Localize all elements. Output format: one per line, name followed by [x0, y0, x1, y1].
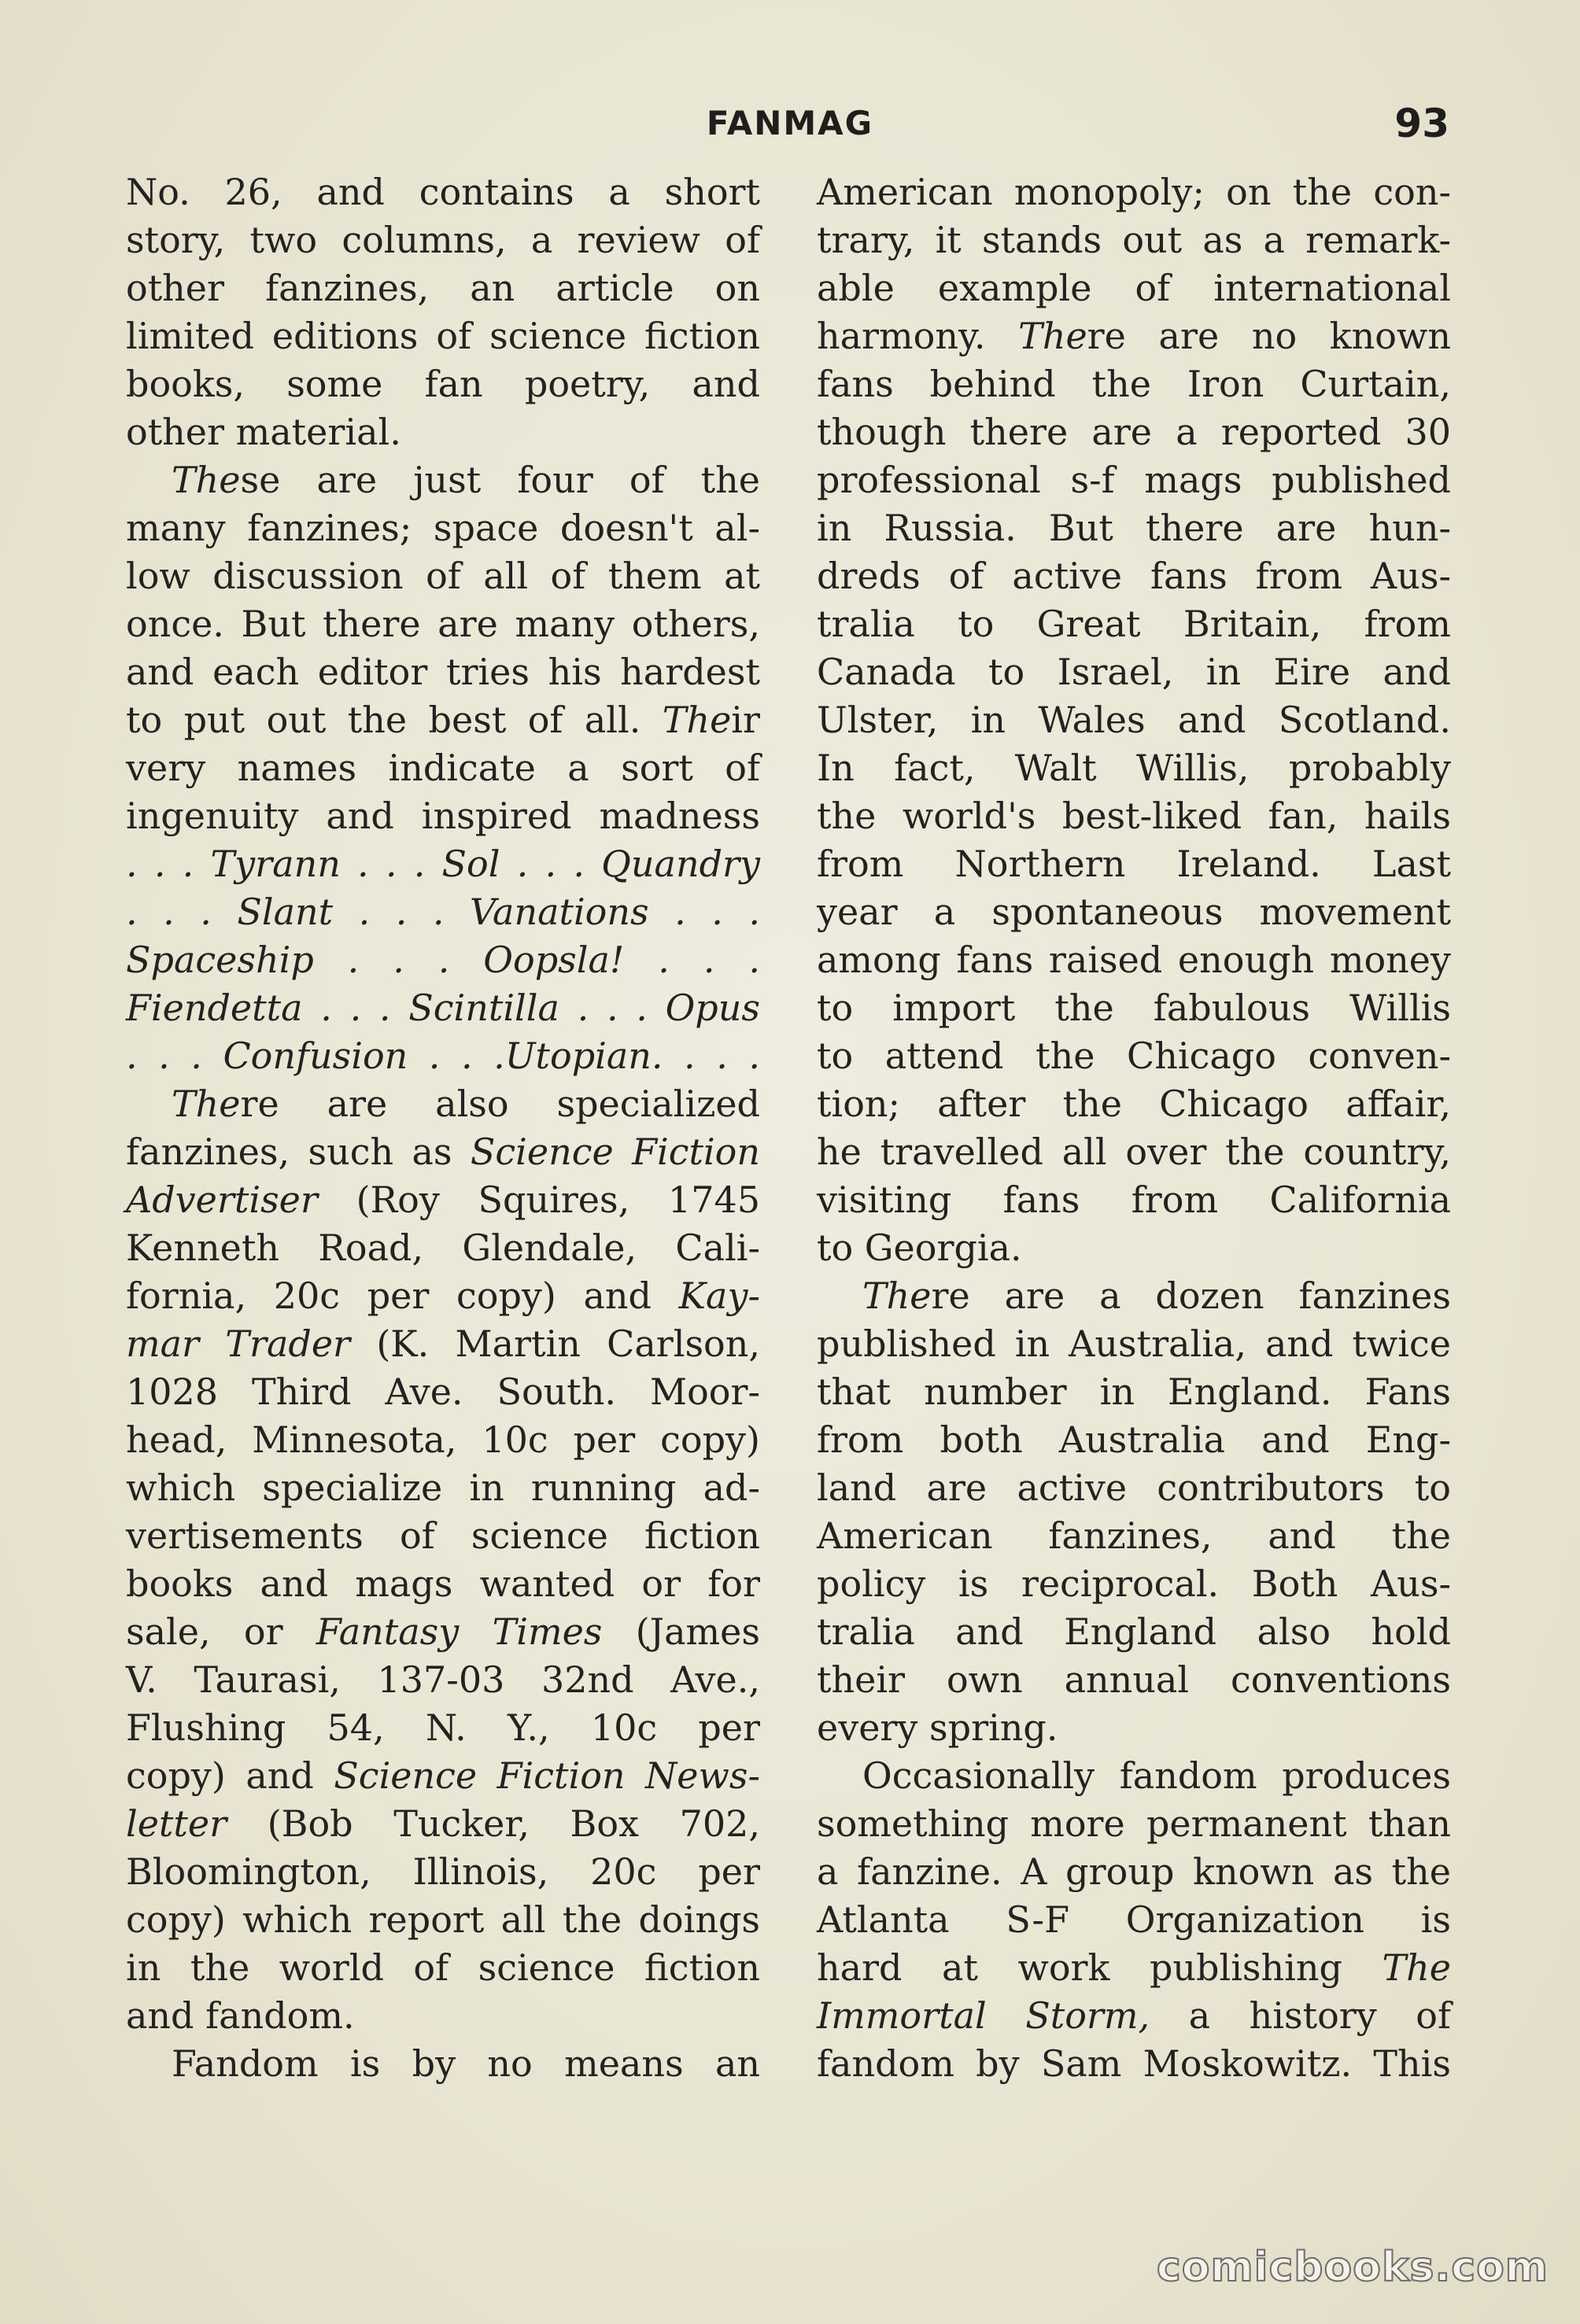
right-column-line: Immortal Storm, a history of — [817, 1994, 1451, 2037]
right-column-line: There are a dozen fanzines — [862, 1275, 1451, 1317]
right-column-line: trary, it stands out as a remark- — [817, 219, 1451, 261]
right-column-line: Atlanta S-F Organization is — [817, 1898, 1451, 1941]
running-header: FANMAG — [706, 104, 874, 142]
right-column-line: professional s-f mags published — [817, 459, 1451, 501]
left-column-line: other material. — [126, 411, 401, 453]
right-column-line: dreds of active fans from Aus- — [817, 555, 1451, 597]
left-column-line: Kenneth Road, Glendale, Cali- — [126, 1227, 760, 1269]
left-column-line: Spaceship . . . Oopsla! . . . — [126, 939, 760, 981]
left-column-line: other fanzines, an article on — [126, 267, 760, 309]
right-column-line: tion; after the Chicago affair, — [817, 1083, 1451, 1125]
left-column-line: copy) and Science Fiction News- — [126, 1754, 760, 1797]
page-number: 93 — [1394, 101, 1449, 146]
left-column-line: . . . Slant . . . Vanations . . . — [126, 891, 760, 933]
right-column-line: in Russia. But there are hun- — [817, 507, 1451, 549]
right-column-line: fandom by Sam Moskowitz. This — [817, 2042, 1451, 2085]
right-column-line: their own annual conventions — [817, 1658, 1451, 1701]
right-text-column — [817, 168, 1451, 2088]
left-column-line: many fanzines; space doesn't al- — [126, 507, 760, 549]
left-column-line: Fandom is by no means an — [172, 2042, 760, 2085]
right-column-line: visiting fans from California — [817, 1179, 1451, 1221]
left-column-line: V. Taurasi, 137-03 32nd Ave., — [126, 1658, 760, 1701]
right-column-line: In fact, Walt Willis, probably — [817, 747, 1451, 789]
right-column-line: land are active contributors to — [817, 1466, 1451, 1509]
left-column-line: which specialize in running ad- — [126, 1466, 760, 1509]
left-column-line: very names indicate a sort of — [126, 747, 760, 789]
left-column-line: letter (Bob Tucker, Box 702, — [126, 1802, 760, 1845]
left-column-line: in the world of science fiction — [126, 1946, 760, 1989]
left-column-line: once. But there are many others, — [126, 603, 760, 645]
right-column-line: year a spontaneous movement — [817, 891, 1451, 933]
left-column-line: fornia, 20c per copy) and Kay- — [126, 1275, 760, 1317]
left-column-line: low discussion of all of them at — [126, 555, 760, 597]
left-column-line: to put out the best of all. Their — [126, 699, 760, 741]
left-column-line: Fiendetta . . . Scintilla . . . Opus — [126, 987, 760, 1029]
right-column-line: among fans raised enough money — [817, 939, 1451, 981]
right-column-line: he travelled all over the country, — [817, 1131, 1451, 1173]
left-column-line: There are also specialized — [172, 1083, 760, 1125]
right-column-line: every spring. — [817, 1706, 1058, 1749]
left-column-line: vertisements of science fiction — [126, 1514, 760, 1557]
right-column-line: able example of international — [817, 267, 1451, 309]
left-column-line: Bloomington, Illinois, 20c per — [126, 1850, 760, 1893]
right-column-line: hard at work publishing The — [817, 1946, 1451, 1989]
left-text-column — [126, 168, 760, 2088]
right-column-line: to import the fabulous Willis — [817, 987, 1451, 1029]
right-column-line: Ulster, in Wales and Scotland. — [817, 699, 1451, 741]
right-column-line: Canada to Israel, in Eire and — [817, 651, 1451, 693]
left-column-line: sale, or Fantasy Times (James — [126, 1610, 760, 1653]
right-column-line: a fanzine. A group known as the — [817, 1850, 1451, 1893]
right-column-line: that number in England. Fans — [817, 1370, 1451, 1413]
left-column-line: story, two columns, a review of — [126, 219, 760, 261]
right-column-line: something more permanent than — [817, 1802, 1451, 1845]
right-column-line: American fanzines, and the — [817, 1514, 1451, 1557]
right-column-line: fans behind the Iron Curtain, — [817, 363, 1451, 405]
left-column-line: . . . Tyrann . . . Sol . . . Quandry — [126, 843, 760, 885]
left-column-line: and each editor tries his hardest — [126, 651, 760, 693]
left-column-line: books and mags wanted or for — [126, 1562, 760, 1605]
left-column-line: ingenuity and inspired madness — [126, 795, 760, 837]
right-column-line: to Georgia. — [817, 1227, 1022, 1269]
right-column-line: policy is reciprocal. Both Aus- — [817, 1562, 1451, 1605]
right-column-line: to attend the Chicago conven- — [817, 1035, 1451, 1077]
left-column-line: Flushing 54, N. Y., 10c per — [126, 1706, 760, 1749]
right-column-line: tralia to Great Britain, from — [817, 603, 1451, 645]
left-column-line: Advertiser (Roy Squires, 1745 — [126, 1179, 760, 1221]
left-column-line: mar Trader (K. Martin Carlson, — [126, 1322, 760, 1365]
right-column-line: from Northern Ireland. Last — [817, 843, 1451, 885]
left-column-line: fanzines, such as Science Fiction — [126, 1131, 760, 1173]
right-column-line: the world's best-liked fan, hails — [817, 795, 1451, 837]
right-column-line: though there are a reported 30 — [817, 411, 1451, 453]
right-column-line: published in Australia, and twice — [817, 1322, 1451, 1365]
right-column-line: American monopoly; on the con- — [817, 171, 1451, 213]
left-column-line: copy) which report all the doings — [126, 1898, 760, 1941]
right-column-line: from both Australia and Eng- — [817, 1418, 1451, 1461]
site-watermark: comicbooks.com — [1156, 2244, 1549, 2291]
right-column-line: harmony. There are no known — [817, 315, 1451, 357]
left-column-line: These are just four of the — [172, 459, 760, 501]
left-column-line: limited editions of science fiction — [126, 315, 760, 357]
left-column-line: head, Minnesota, 10c per copy) — [126, 1418, 760, 1461]
left-column-line: and fandom. — [126, 1994, 355, 2037]
left-column-line: books, some fan poetry, and — [126, 363, 760, 405]
left-column-line: . . . Confusion . . .Utopian. . . . — [126, 1035, 760, 1077]
left-column-line: 1028 Third Ave. South. Moor- — [126, 1370, 760, 1413]
right-column-line: tralia and England also hold — [817, 1610, 1451, 1653]
left-column-line: No. 26, and contains a short — [126, 171, 760, 213]
right-column-line: Occasionally fandom produces — [862, 1754, 1451, 1797]
